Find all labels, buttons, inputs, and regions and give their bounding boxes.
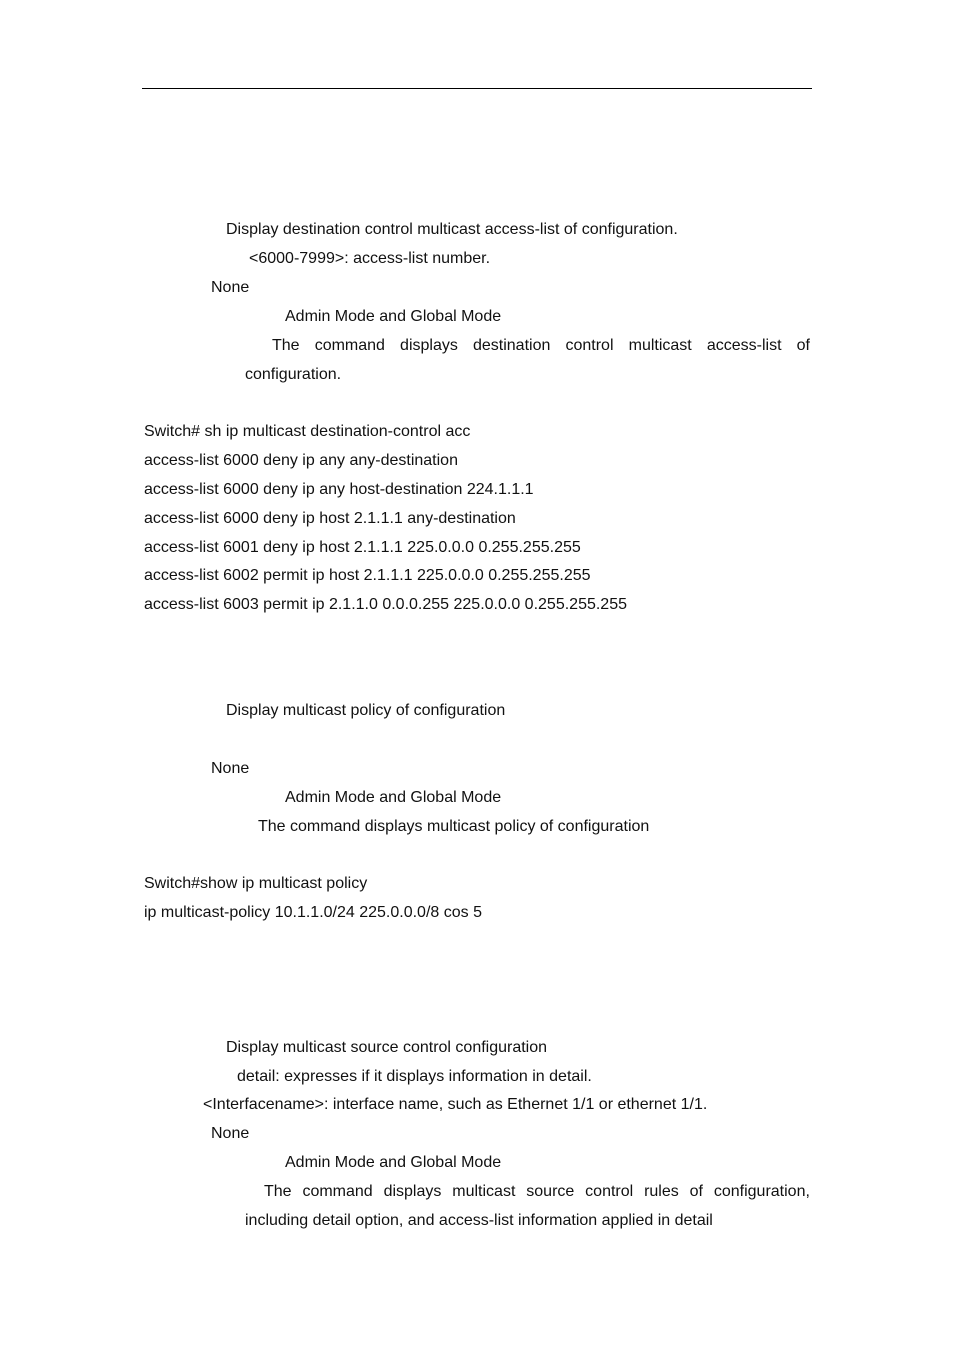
s3-usage-word: The [264,1183,292,1200]
s2-example-line: Switch#show ip multicast policy [144,875,368,892]
s3-usage-word: source [526,1183,575,1200]
s3-usage-word: control [585,1183,634,1200]
s3-parameter-interface: <Interfacename>: interface name, such as Ethernet 1/1 or ethernet 1/1. [203,1096,708,1113]
s1-example-line: access-list 6001 deny ip host 2.1.1.1 225.0.0.0 0.255.255.255 [144,539,581,556]
s1-usage-word: The [272,337,300,354]
s1-usage-word: access-list [706,337,782,354]
s1-usage-word: control [565,337,614,354]
s1-description: Display destination control multicast access-list of configuration. [226,221,678,238]
s1-example-line: access-list 6003 permit ip 2.1.1.0 0.0.0.255 225.0.0.0 0.255.255.255 [144,596,627,613]
s3-usage-line1 [264,1182,810,1202]
s1-example-line: access-list 6002 permit ip host 2.1.1.1 225.0.0.0 0.255.255.255 [144,567,591,584]
s1-example-line: Switch# sh ip multicast destination-control acc [144,423,471,440]
s3-parameter-detail: detail: expresses if it displays information in detail. [237,1068,592,1085]
s3-usage-word: displays [383,1183,442,1200]
s1-mode: Admin Mode and Global Mode [285,308,502,325]
s2-description: Display multicast policy of configuration [226,702,506,719]
s1-parameter: <6000-7999>: access-list number. [249,250,491,267]
s2-mode: Admin Mode and Global Mode [285,789,502,806]
s3-usage-word: rules [644,1183,679,1200]
s2-usage: The command displays multicast policy of configuration [258,818,650,835]
s1-usage-word: of [796,337,810,354]
s3-mode: Admin Mode and Global Mode [285,1154,502,1171]
s1-example-line: access-list 6000 deny ip host 2.1.1.1 any-destination [144,510,516,527]
s1-example-line: access-list 6000 deny ip any any-destination [144,452,458,469]
s1-usage-word: destination [472,337,551,354]
s3-usage-word: of [689,1183,703,1200]
s1-example-line: access-list 6000 deny ip any host-destination 224.1.1.1 [144,481,534,498]
header-rule [142,88,812,89]
s1-usage-word: displays [400,337,458,354]
s3-description: Display multicast source control configuration [226,1039,548,1056]
s1-usage-word: command [314,337,385,354]
s3-usage-line2: including detail option, and access-list information applied in detail [245,1212,713,1229]
s3-usage-word: configuration, [713,1183,810,1200]
s1-usage-line1 [272,336,810,356]
s1-usage-word: multicast [628,337,692,354]
s2-default: None [211,760,250,777]
s1-default: None [211,279,250,296]
s1-usage-line2: configuration. [245,366,342,383]
s2-example-line: ip multicast-policy 10.1.1.0/24 225.0.0.0/8 cos 5 [144,904,482,921]
s3-usage-word: command [302,1183,373,1200]
s3-default: None [211,1125,250,1142]
s3-usage-word: multicast [452,1183,516,1200]
